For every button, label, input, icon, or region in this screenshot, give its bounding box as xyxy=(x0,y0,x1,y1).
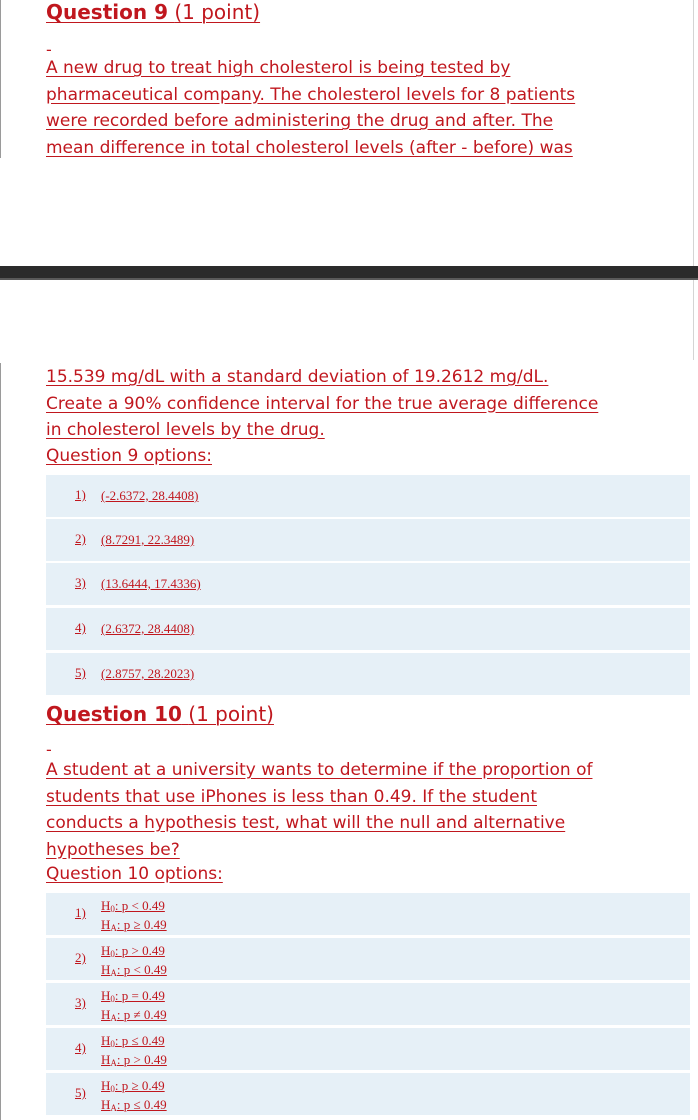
question-9-options-title: Question 9 options: xyxy=(46,446,212,466)
question-9-heading xyxy=(46,0,260,24)
question-9-text xyxy=(46,55,646,161)
option-hypotheses[interactable] xyxy=(101,988,167,1026)
option-value[interactable]: (2.6372, 28.4408) xyxy=(101,621,195,636)
option-row[interactable] xyxy=(46,607,690,650)
question-9-text-continued xyxy=(46,364,646,444)
option-number[interactable]: 2) xyxy=(75,531,86,546)
alternative-hypothesis: $H_A$: p < 0.49 xyxy=(101,962,167,978)
question-text-line: 15.539 mg/dL with a standard deviation of 19.2612 mg/dL. xyxy=(46,367,549,387)
left-border xyxy=(0,363,1,1120)
option-number[interactable]: 4) xyxy=(75,1040,86,1055)
null-hypothesis: $H_0$: p > 0.49 xyxy=(101,943,165,959)
option-hypotheses[interactable] xyxy=(101,1078,167,1116)
question-title: Question 9 xyxy=(46,0,168,24)
option-row[interactable] xyxy=(46,937,690,980)
question-text-line: hypotheses be? xyxy=(46,839,180,860)
alternative-hypothesis: $H_A$: p ≤ 0.49 xyxy=(101,1097,167,1113)
null-hypothesis: $H_0$: p ≤ 0.49 xyxy=(101,1033,165,1049)
question-points: (1 point) xyxy=(188,702,274,726)
right-border xyxy=(693,0,694,266)
option-row[interactable] xyxy=(46,652,690,695)
null-hypothesis: $H_0$: p = 0.49 xyxy=(101,988,165,1004)
option-row[interactable] xyxy=(46,562,690,605)
option-number[interactable]: 3) xyxy=(75,995,86,1010)
question-text-line: in cholesterol levels by the drug. xyxy=(46,420,325,440)
question-text-line: mean difference in total cholesterol levels (after - before) was xyxy=(46,137,573,158)
question-marker: - xyxy=(46,40,52,59)
question-10-options-title: Question 10 options: xyxy=(46,864,223,884)
question-text-line: A student at a university wants to determine if the proportion of xyxy=(46,760,593,780)
page-separator xyxy=(0,266,698,280)
option-row[interactable] xyxy=(46,892,690,935)
alternative-hypothesis: $H_A$: p > 0.49 xyxy=(101,1052,167,1068)
option-row[interactable] xyxy=(46,1072,690,1115)
question-text-line: students that use iPhones is less than 0.49. If the student xyxy=(46,786,537,807)
null-hypothesis: $H_0$: p ≥ 0.49 xyxy=(101,1078,165,1094)
option-row[interactable] xyxy=(46,982,690,1025)
option-value[interactable]: (-2.6372, 28.4408) xyxy=(101,488,199,503)
question-text-line: A new drug to treat high cholesterol is being tested by xyxy=(46,58,511,78)
question-title: Question 10 xyxy=(46,702,182,726)
option-number[interactable]: 4) xyxy=(75,620,86,635)
option-number[interactable]: 5) xyxy=(75,1085,86,1100)
question-10-text xyxy=(46,757,646,863)
option-number[interactable]: 3) xyxy=(75,575,86,590)
option-number[interactable]: 1) xyxy=(75,905,86,920)
option-number[interactable]: 2) xyxy=(75,950,86,965)
option-hypotheses[interactable] xyxy=(101,1033,167,1071)
question-text-line: conducts a hypothesis test, what will the null and alternative xyxy=(46,813,566,833)
question-text-line: Create a 90% confidence interval for the true average difference xyxy=(46,393,599,414)
option-row[interactable] xyxy=(46,518,690,561)
question-text-line: pharmaceutical company. The cholesterol levels for 8 patients xyxy=(46,84,576,105)
question-10-heading xyxy=(46,702,274,726)
option-value[interactable]: (13.6444, 17.4336) xyxy=(101,576,201,591)
question-marker: - xyxy=(46,740,52,759)
option-row[interactable] xyxy=(46,474,690,517)
question-points: (1 point) xyxy=(174,0,261,24)
left-border xyxy=(0,0,1,158)
option-value[interactable]: (8.7291, 22.3489) xyxy=(101,532,195,547)
alternative-hypothesis: $H_A$: p ≠ 0.49 xyxy=(101,1007,167,1023)
option-number[interactable]: 1) xyxy=(75,487,86,502)
option-value[interactable]: (2.8757, 28.2023) xyxy=(101,666,195,681)
option-row[interactable] xyxy=(46,1027,690,1070)
question-text-line: were recorded before administering the drug and after. The xyxy=(46,111,554,131)
null-hypothesis: $H_0$: p < 0.49 xyxy=(101,898,165,914)
option-number[interactable]: 5) xyxy=(75,665,86,680)
option-hypotheses[interactable] xyxy=(101,943,167,981)
option-hypotheses[interactable] xyxy=(101,898,167,936)
right-border xyxy=(693,280,694,360)
alternative-hypothesis: $H_A$: p ≥ 0.49 xyxy=(101,917,167,933)
